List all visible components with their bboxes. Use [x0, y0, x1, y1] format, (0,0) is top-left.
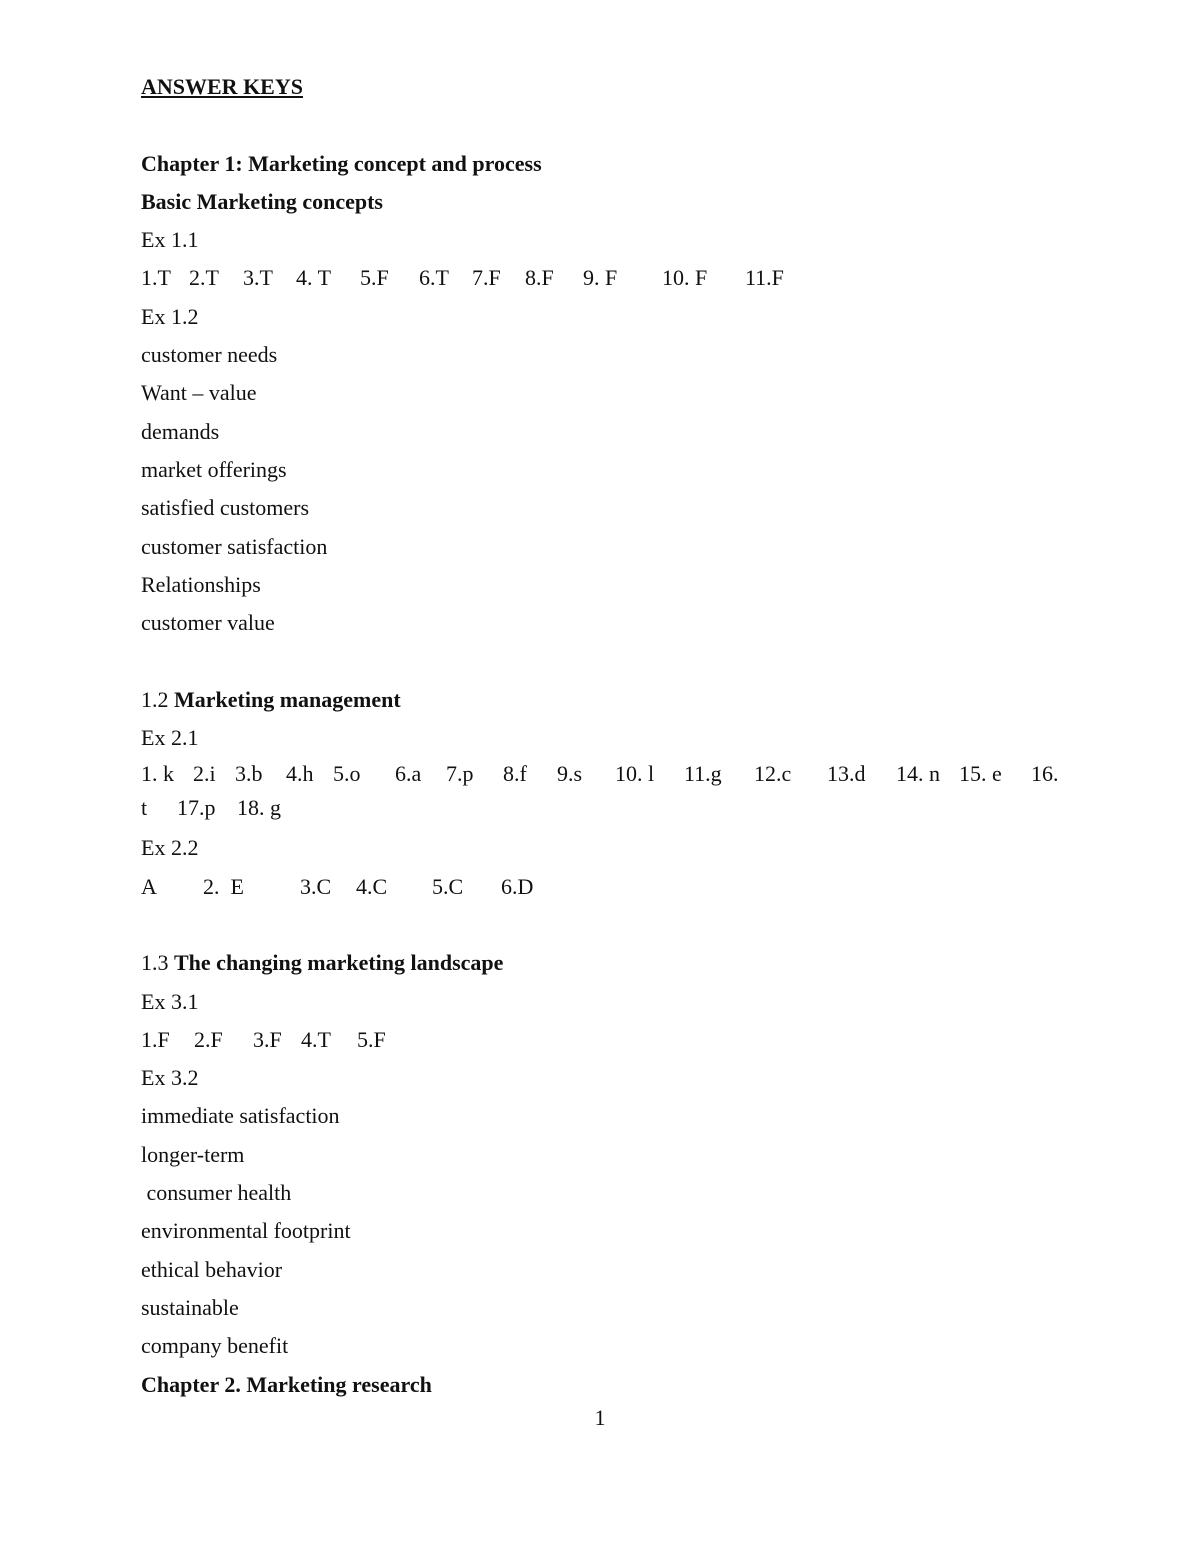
chapter-2-heading: Chapter 2. Marketing research	[141, 1371, 432, 1397]
answer-line: immediate satisfaction	[141, 1103, 340, 1129]
answer-line: company benefit	[141, 1333, 289, 1359]
answers-ex-3-1	[141, 1021, 1071, 1059]
answer-item: 2.i	[193, 761, 216, 787]
answer-item: 4.h	[286, 761, 314, 787]
section-number: 1.3	[141, 950, 169, 976]
answer-item: 3.b	[235, 761, 263, 787]
section-title: Marketing management	[174, 686, 401, 712]
answer-item: 6.T	[419, 265, 449, 291]
answers-ex-1-1	[141, 259, 1071, 297]
document-body	[141, 68, 1071, 1404]
answer-item: 7.F	[472, 265, 501, 291]
section-basic-concepts-heading: Basic Marketing concepts	[141, 188, 383, 214]
answer-item: 6.a	[395, 761, 422, 787]
section-changing-landscape-heading	[141, 944, 1071, 982]
answer-item: 18. g	[237, 795, 281, 821]
answer-item: 1.F	[141, 1026, 170, 1052]
answer-item: 1.T	[141, 265, 171, 291]
answer-line: Relationships	[141, 571, 261, 597]
answer-item: 8.F	[525, 265, 554, 291]
answer-item: 9. F	[583, 265, 618, 291]
section-marketing-management-heading	[141, 681, 1071, 719]
answer-item: 11.F	[745, 265, 784, 291]
answer-line: environmental footprint	[141, 1218, 351, 1244]
exercise-label-2-2: Ex 2.2	[141, 835, 199, 861]
document-title: ANSWER KEYS	[141, 74, 303, 99]
answer-item: 12.c	[754, 761, 792, 787]
answer-line: customer satisfaction	[141, 533, 328, 559]
answer-line: ethical behavior	[141, 1256, 283, 1282]
answer-item: 4.C	[356, 873, 388, 899]
exercise-label-3-1: Ex 3.1	[141, 988, 199, 1014]
blank-line	[141, 642, 1071, 680]
answer-item: 10. F	[662, 265, 708, 291]
answer-item: 8.f	[503, 761, 527, 787]
answer-item: 4.T	[301, 1026, 331, 1052]
exercise-label-1-2: Ex 1.2	[141, 303, 199, 329]
answer-item: t	[141, 795, 148, 821]
answers-ex-2-1	[141, 757, 1071, 825]
answer-item: 2. E	[203, 873, 244, 899]
chapter-1-heading: Chapter 1: Marketing concept and process	[141, 150, 542, 176]
blank-line	[141, 106, 1071, 144]
answer-line: Want – value	[141, 380, 257, 406]
answer-item: 15. e	[959, 761, 1002, 787]
answer-item: 2.T	[189, 265, 219, 291]
page-number: 1	[594, 1405, 606, 1430]
answer-item: 14. n	[896, 761, 940, 787]
answer-line: longer-term	[141, 1141, 245, 1167]
exercise-label-2-1: Ex 2.1	[141, 725, 199, 751]
answer-item: 7.p	[446, 761, 474, 787]
answer-item: 17.p	[177, 795, 216, 821]
answer-line: customer needs	[141, 342, 278, 368]
answer-item: 2.F	[194, 1026, 223, 1052]
section-number: 1.2	[141, 686, 169, 712]
answer-item: 13.d	[827, 761, 866, 787]
answer-line: demands	[141, 418, 220, 444]
answer-line: sustainable	[141, 1294, 239, 1320]
answer-item: 11.g	[684, 761, 722, 787]
answer-item: 16.	[1031, 761, 1059, 787]
answer-item: 3.C	[300, 873, 332, 899]
answer-item: 5.F	[360, 265, 389, 291]
answer-item: 3.T	[243, 265, 273, 291]
answer-item: A	[141, 873, 157, 899]
section-title: The changing marketing landscape	[174, 950, 504, 976]
answer-line: satisfied customers	[141, 495, 310, 521]
answer-line: consumer health	[141, 1180, 292, 1206]
answer-line: market offerings	[141, 456, 287, 482]
exercise-label-1-1: Ex 1.1	[141, 227, 199, 253]
answer-item: 5.C	[432, 873, 464, 899]
answer-item: 5.o	[333, 761, 361, 787]
answer-item: 9.s	[557, 761, 583, 787]
answer-item: 10. l	[615, 761, 655, 787]
answer-item: 3.F	[253, 1026, 282, 1052]
exercise-label-3-2: Ex 3.2	[141, 1065, 199, 1091]
blank-line	[141, 906, 1071, 944]
answer-item: 4. T	[296, 265, 332, 291]
answer-item: 1. k	[141, 761, 174, 787]
answers-ex-2-2	[141, 868, 1071, 906]
answer-line: customer value	[141, 610, 275, 636]
answer-item: 6.D	[501, 873, 534, 899]
answer-item: 5.F	[357, 1026, 386, 1052]
